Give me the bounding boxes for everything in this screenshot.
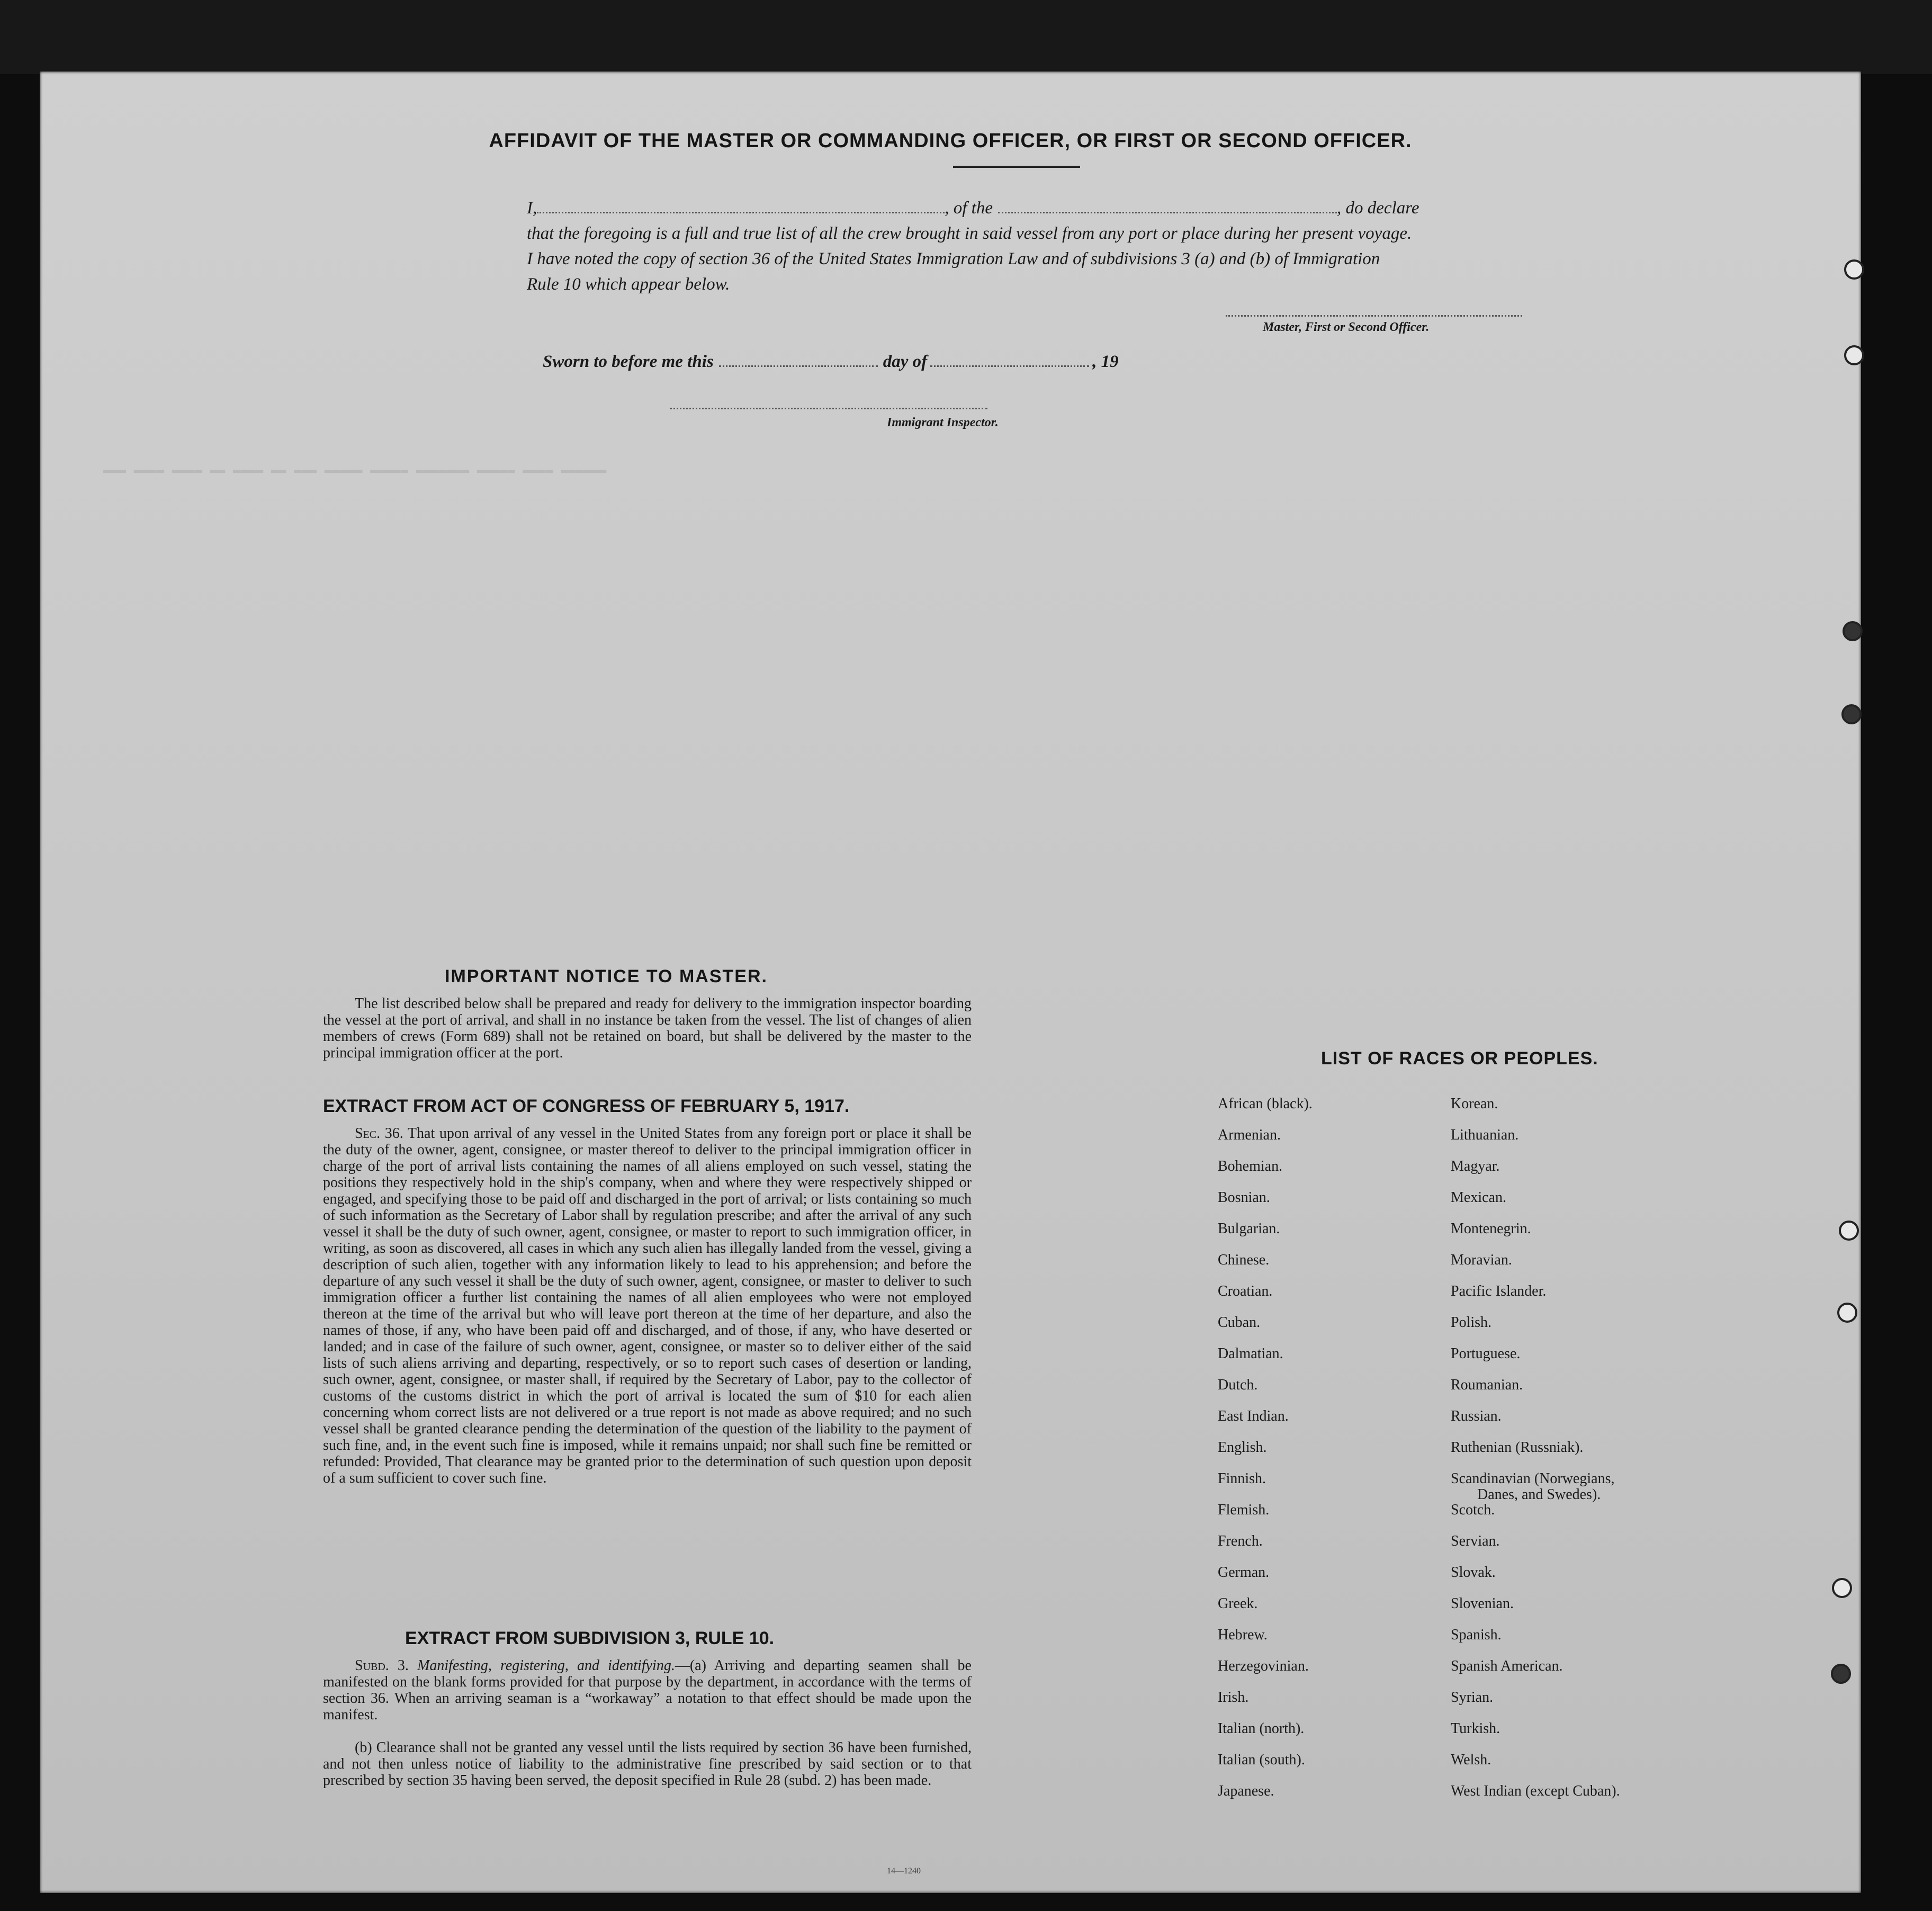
sworn-year: , 19 [1092, 352, 1119, 371]
race-item: Japanese. [1218, 1783, 1274, 1799]
bleed-through-text: ▬▬▬ ▬▬▬▬ ▬▬▬▬ ▬▬ ▬▬▬▬ ▬▬ ▬▬▬ ▬▬▬▬▬ ▬▬▬▬▬ ▬▬▬▬▬▬▬ ▬▬▬▬▬ ▬▬▬▬ ▬▬▬▬▬▬ [103, 463, 607, 478]
rule-extract-text-b: (b) Clearance shall not be granted any vessel until the lists required by section 36 have been furnished, and not then unless notice of liability to the administrative fine prescribed by said section or to that prescribed by section 35 having been served, the deposit specified in Rule 28 (subd. 2) has been made. [323, 1739, 972, 1789]
race-item: Korean. [1451, 1096, 1498, 1112]
inspector-signature-line[interactable] [670, 408, 987, 409]
inspector-signature-label: Immigrant Inspector. [887, 416, 999, 429]
binder-hole [1832, 1578, 1852, 1598]
affidavit-line-2: that the foregoing is a full and true list of all the crew brought in said vessel from any port or place during her present voyage. [527, 224, 1412, 243]
race-item: Armenian. [1218, 1127, 1281, 1143]
binder-hole [1837, 1303, 1857, 1323]
race-item: Spanish. [1451, 1627, 1502, 1643]
race-item: Polish. [1451, 1314, 1492, 1331]
race-item: Dalmatian. [1218, 1345, 1283, 1362]
manifest-page [40, 71, 1861, 1893]
affidavit-line-4: Rule 10 which appear below. [527, 275, 730, 294]
race-item: Italian (south). [1218, 1752, 1305, 1768]
race-item: Syrian. [1451, 1689, 1494, 1706]
binder-hole [1841, 704, 1862, 724]
race-item: Spanish American. [1451, 1658, 1563, 1674]
race-item: Flemish. [1218, 1502, 1270, 1518]
race-item: African (black). [1218, 1096, 1313, 1112]
race-item: Bulgarian. [1218, 1221, 1280, 1237]
race-item: Hebrew. [1218, 1627, 1268, 1643]
title-rule [953, 166, 1080, 168]
race-item: Herzegovinian. [1218, 1658, 1309, 1674]
act-extract-title: EXTRACT FROM ACT OF CONGRESS OF FEBRUARY 5, 1917. [323, 1096, 850, 1116]
race-item: Magyar. [1451, 1158, 1500, 1174]
subd-label: Subd. 3. [355, 1657, 409, 1674]
sworn-line [543, 352, 1119, 372]
race-item: Bohemian. [1218, 1158, 1283, 1174]
binder-hole [1843, 621, 1863, 641]
race-item: West Indian (except Cuban). [1451, 1783, 1620, 1799]
binder-hole [1844, 259, 1864, 280]
section-label: Sec. 36. [355, 1125, 403, 1142]
race-item: Mexican. [1451, 1189, 1506, 1206]
affidavit-i: I, [527, 199, 537, 218]
race-item: Dutch. [1218, 1377, 1258, 1393]
race-item: Montenegrin. [1451, 1221, 1531, 1237]
race-item: Slovak. [1451, 1564, 1496, 1581]
affidavit-of-the: , of the [945, 199, 993, 218]
race-item: Lithuanian. [1451, 1127, 1519, 1143]
scan-top-border [0, 0, 1932, 74]
affidavit-declare: , do declare [1336, 199, 1419, 218]
race-item: Cuban. [1218, 1314, 1261, 1331]
binder-hole [1844, 345, 1864, 365]
race-item: Portuguese. [1451, 1345, 1521, 1362]
race-item: East Indian. [1218, 1408, 1289, 1424]
sworn-day-of: day of [883, 352, 928, 371]
race-item: Scotch. [1451, 1502, 1495, 1518]
race-item: Bosnian. [1218, 1189, 1270, 1206]
race-item: Slovenian. [1451, 1595, 1514, 1612]
rule-extract-title: EXTRACT FROM SUBDIVISION 3, RULE 10. [405, 1628, 775, 1648]
form-code: 14—1240 [887, 1867, 921, 1876]
act-extract-text [323, 1125, 972, 1486]
race-item: Greek. [1218, 1595, 1258, 1612]
sworn-day-field[interactable] [719, 365, 878, 367]
affidavit-title: AFFIDAVIT OF THE MASTER OR COMMANDING OFFICER, OR FIRST OR SECOND OFFICER. [489, 130, 1412, 152]
notice-title: IMPORTANT NOTICE TO MASTER. [445, 966, 768, 986]
section-36-text: That upon arrival of any vessel in the United States from any foreign port or place it shall be the duty of the owner, agent, consignee, or master thereof to deliver to the principal immigration officer in charge of the port of arrival lists containing the names of all aliens employed on such vessel, stating the positions they respectively hold in the ship's company, when and where they were respectively shipped or engaged, and specifying those to be paid off and discharged in the port of arrival; or lists containing so much of such information as the Secretary of Labor shall by regulation prescribe; and after the arrival of any such vessel it shall be the duty of such owner, agent, consignee, or master to report to such immigration officer, in writing, as soon as discovered, all cases in which any such alien has illegally landed from the vessel, giving a description of such alien, together with any information likely to lead to his apprehension; and before the departure of any such vessel it shall be the duty of such owner, agent, consignee, or master to deliver to such immigration officer a further list containing the names of all alien employees who were not employed thereon at the time of the arrival but who will leave port thereon at the time of her departure, and also the names of those, if any, who have been paid off and discharged, and of those, if any, who have deserted or landed; and in case of the failure of such owner, agent, consignee, or master so to deliver either of the said lists of such aliens arriving and departing, respectively, or so to report such cases of desertion or landing, such owner, agent, consignee, or master shall, if required by the Secretary of Labor, pay to the collector of customs of the customs district in which the port of arrival is located the sum of $10 for each alien concerning whom correct lists are not delivered or a true report is not made as above required; and no such vessel shall be granted clearance pending the determination of the question of the liability to the payment of such fine, and, in the event such fine is imposed, while it remains unpaid; nor shall such fine be remitted or refunded: Provided, That clearance may be granted prior to the determination of such question upon deposit of a sum sufficient to cover such fine. [323, 1125, 972, 1486]
race-item: English. [1218, 1439, 1267, 1456]
binder-hole [1831, 1664, 1851, 1684]
race-item: Scandinavian (Norwegians, [1451, 1470, 1615, 1487]
vessel-name-field[interactable] [998, 212, 1337, 213]
subd-text-a: —(a) Arriving and departing seamen shall be manifested on the blank forms provided for that purpose by the department, in accordance with the terms of section 36. When an arriving seaman is a “workaway” a notation to that effect should be made upon the manifest. [323, 1657, 972, 1723]
race-item: Pacific Islander. [1451, 1283, 1547, 1299]
race-item: Italian (north). [1218, 1720, 1305, 1737]
race-item: Roumanian. [1451, 1377, 1523, 1393]
race-item: Irish. [1218, 1689, 1249, 1706]
race-item: Servian. [1451, 1533, 1500, 1549]
race-item: German. [1218, 1564, 1270, 1581]
race-item: Chinese. [1218, 1252, 1270, 1268]
sworn-prefix: Sworn to before me this [543, 352, 714, 371]
master-signature-line[interactable] [1226, 315, 1522, 317]
notice-text: The list described below shall be prepared and ready for delivery to the immigration inspector boarding the vessel at the port of arrival, and shall in no instance be taken from the vessel. The list of changes of alien members of crews (Form 689) shall not be retained on board, but shall be delivered by the master to the principal immigration officer at the port. [323, 995, 972, 1061]
affidavit-line-3: I have noted the copy of section 36 of the United States Immigration Law and of subdivisions 3 (a) and (b) of Immigration [527, 249, 1380, 268]
race-item: Russian. [1451, 1408, 1502, 1424]
race-item: Welsh. [1451, 1752, 1491, 1768]
race-item: French. [1218, 1533, 1263, 1549]
races-title: LIST OF RACES OR PEOPLES. [1321, 1048, 1598, 1069]
binder-hole [1839, 1221, 1859, 1241]
race-item: Danes, and Swedes). [1477, 1486, 1601, 1503]
sworn-month-field[interactable] [930, 365, 1089, 367]
rule-extract-text-a [323, 1657, 972, 1723]
affidavit-line-1 [527, 199, 1419, 218]
subd-heading: Manifesting, registering, and identifying. [417, 1657, 675, 1674]
race-item: Finnish. [1218, 1470, 1266, 1487]
race-item: Ruthenian (Russniak). [1451, 1439, 1584, 1456]
master-signature-label: Master, First or Second Officer. [1263, 320, 1430, 334]
race-item: Moravian. [1451, 1252, 1512, 1268]
officer-name-field[interactable] [537, 212, 945, 213]
race-item: Croatian. [1218, 1283, 1273, 1299]
race-item: Turkish. [1451, 1720, 1500, 1737]
